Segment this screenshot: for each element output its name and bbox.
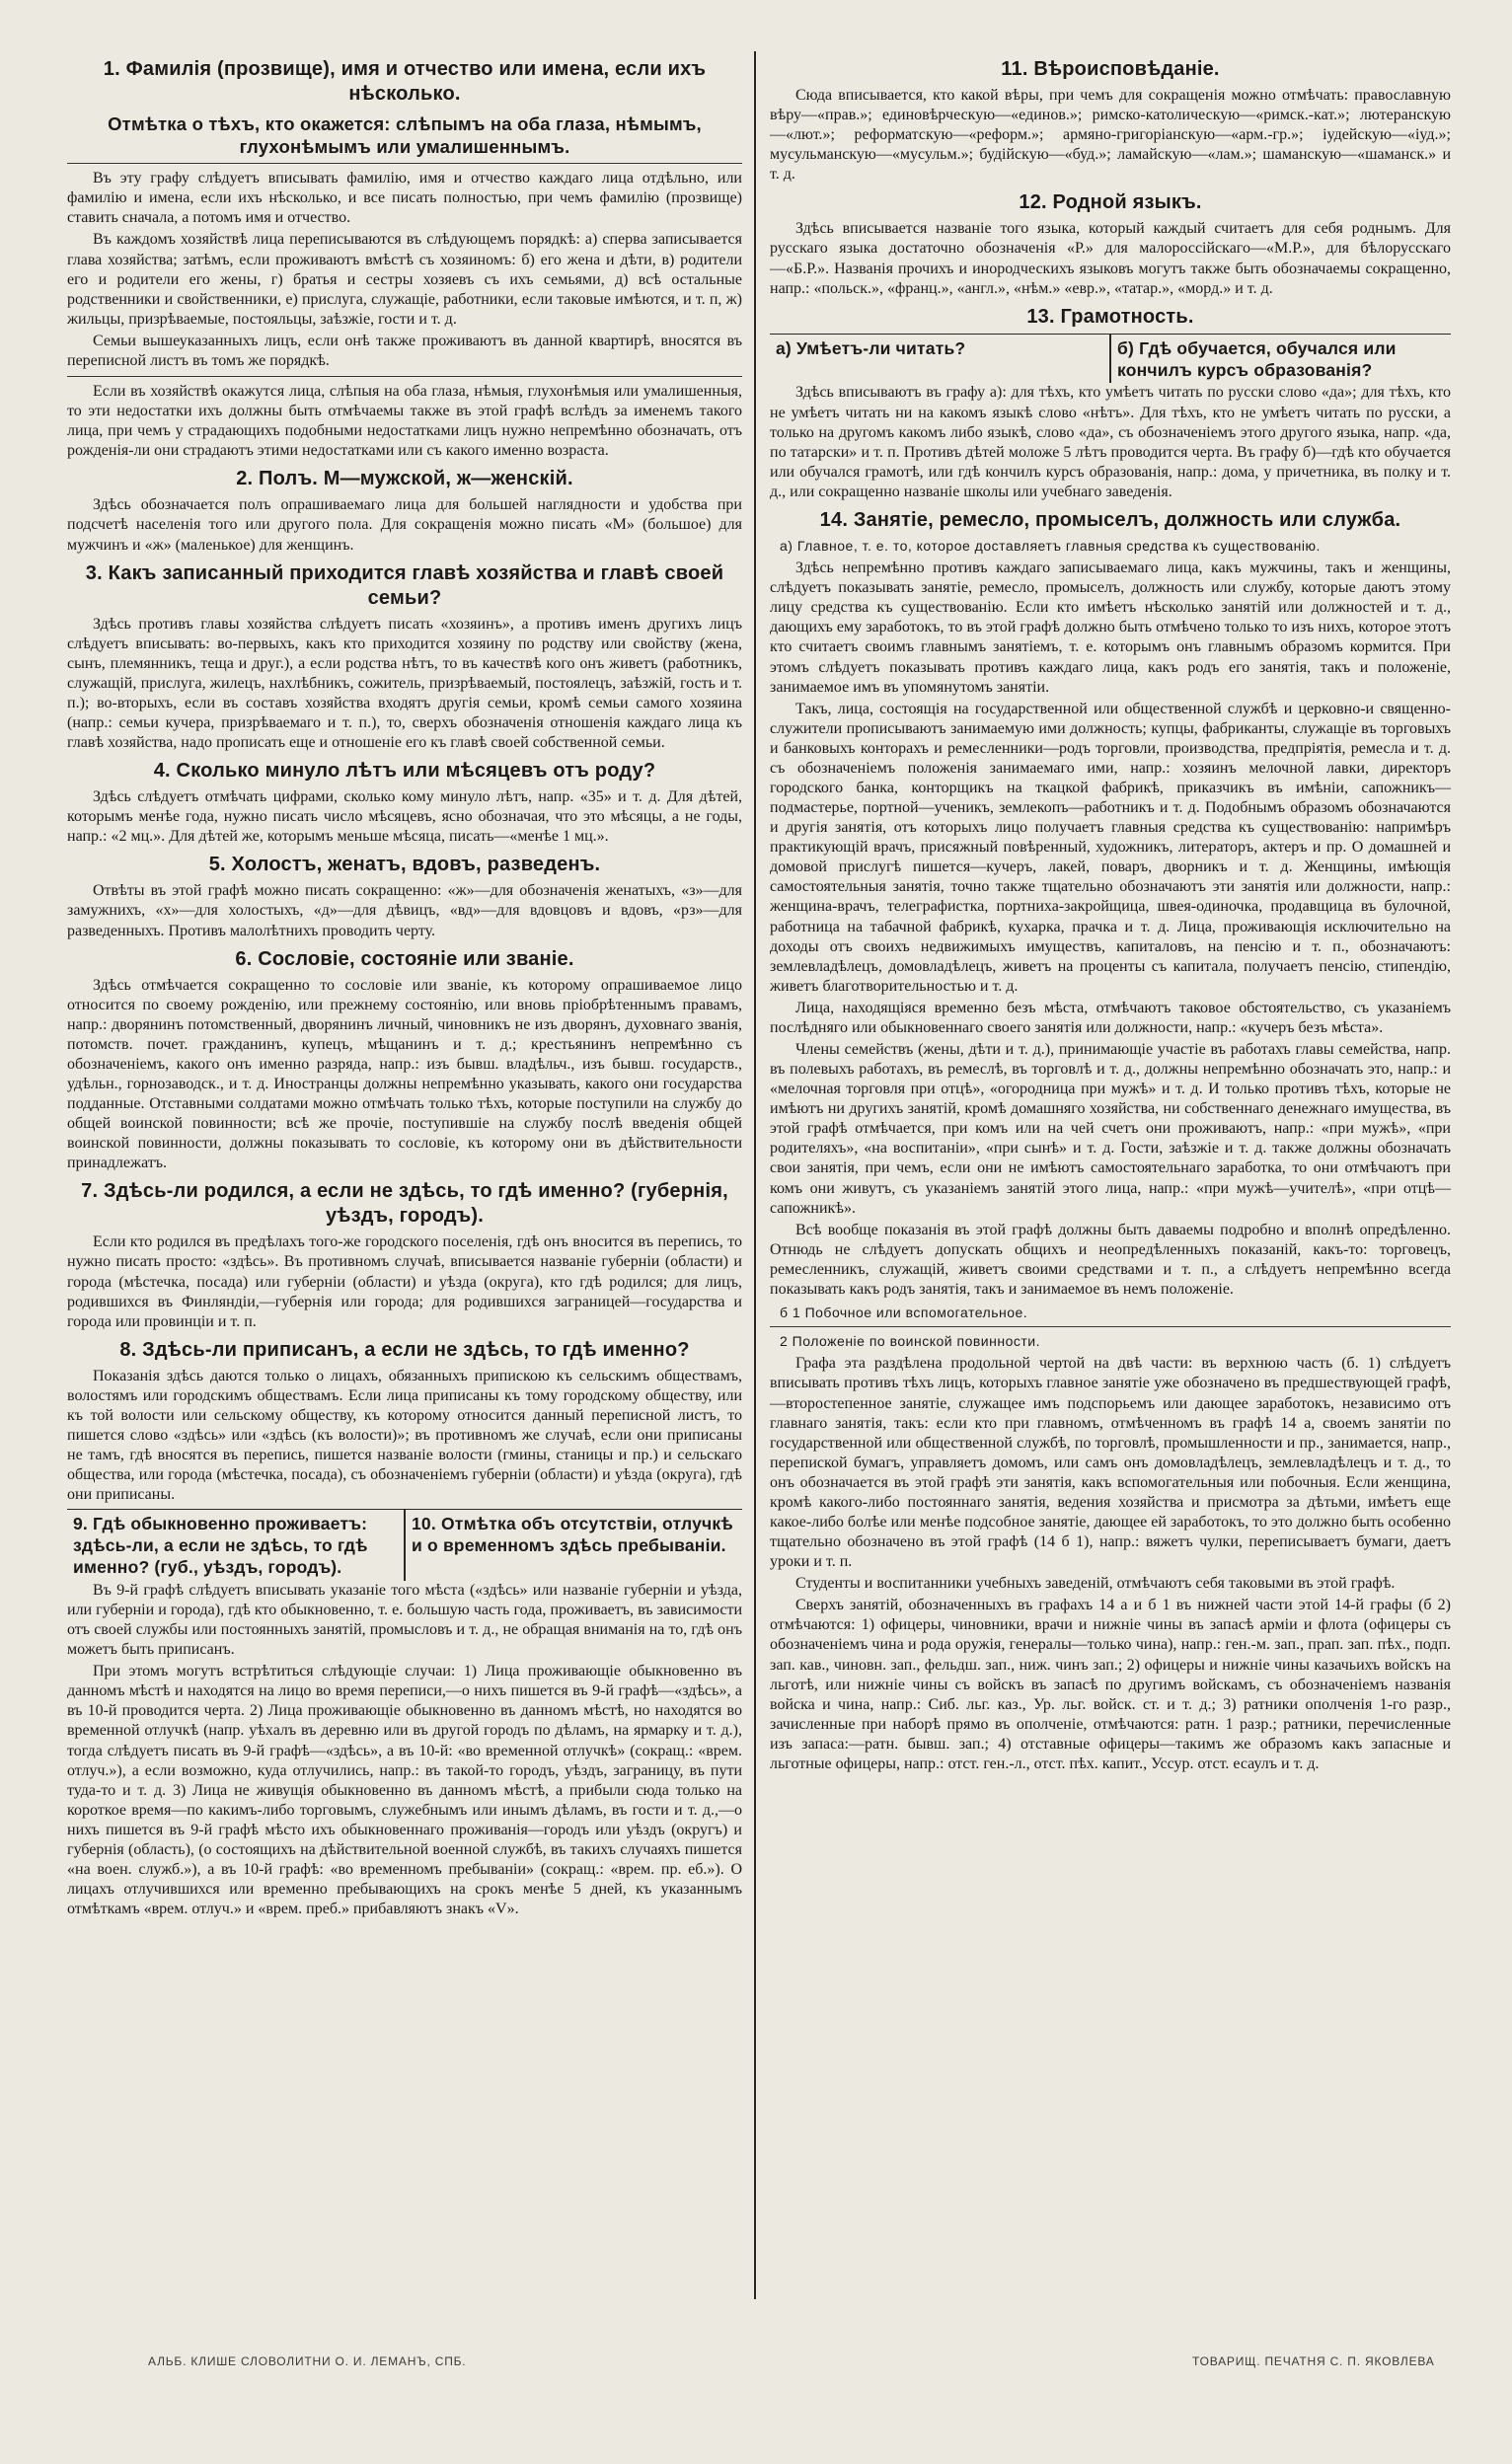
section-7-heading: 7. Здѣсь-ли родился, а если не здѣсь, то гдѣ именно? (губернія, уѣздъ, городъ). (81, 1180, 728, 1228)
split-cell-b (1109, 335, 1451, 384)
section-13 (770, 305, 1451, 502)
note-b1: б 1 Побочное или вспомогательное. (780, 1305, 1028, 1320)
section-6-paragraph: Здѣсь отмѣчается сокращенно то сословіе или званіе, къ которому опрашиваемое лицо относится по своему рожденію, или прежнему состоянію, или вновь пріобрѣтеннымъ правамъ, напр.: дворянинъ потомственный, дворянинъ личный, чиновникъ не изъ дворянъ, духовнаго званія, потомств. почет. гражданинъ, купецъ, мѣщанинъ и т. д.; крестьянинъ непремѣнно съ обозначеніемъ, какого онъ именно разряда, напр.: изъ бывш. владѣльч., изъ бывш. государств., удѣльн., горнозаводск., и т. д. Иностранцы должны непремѣнно указывать, какого они государства подданные. Отставными солдатами можно отмѣчать только тѣхъ, которые поступили на службу до общей воинской повинности; всѣ же прочіе, поступившіе на службу послѣ введенія общей воинской повинности, должны показывать то сословіе, къ которому они въ дѣйствительности принадлежатъ. (67, 976, 742, 1172)
section-14-paragraph: Сверхъ занятій, обозначенныхъ въ графахъ 14 а и б 1 въ нижней части этой 14-й графы (б 2) отмѣчаются: 1) офицеры, чиновники, врачи и нижніе чины въ запасѣ арміи и флота (офицеры съ обозначеніемъ чина и рода оружія, генералы—только чина), напр.: ген.-м. зап., прап. зап. пѣх., подп. зап. кав., чиновн. зап., фельдш. зап., ниж. чинъ зап.; 2) офицеры и нижніе чины казачьихъ войскъ на льготѣ, или нижніе чины съ войскъ въ запасѣ по другимъ войскамъ, съ обозначеніемъ названія войска и чина, напр.: Сиб. льг. каз., Ур. льг. войск. ст. и т. д.; 3) ратники ополченія 1-го разр., зачисленные при наборѣ прямо въ ополченіе, отмѣчаются: ратн. 1 разр.; ратники, перечисленные изъ запаса:—ратн. бывш. зап.; 4) отставные офицеры—такимъ же образомъ какъ запасные и льготные офицеры, напр.: отст. ген.-л., отст. пѣх. капит., Уссур. отст. есаулъ и т. д. (770, 1597, 1451, 1772)
section-11 (770, 57, 1451, 185)
section-6-heading: 6. Сословіе, состояніе или званіе. (235, 947, 574, 970)
section-4-paragraph: Здѣсь слѣдуетъ отмѣчать цифрами, сколько кому минуло лѣтъ, напр. «35» и т. д. Для дѣтей, которымъ менѣе года, нужно писать число мѣсяцевъ, ясно обозначая, что это мѣсяцы, а не годы, напр.: «2 мц.». Для дѣтей же, которымъ меньше мѣсяца, писать—«менѣе 1 мц.». (67, 788, 742, 846)
section-8-heading: 8. Здѣсь-ли приписанъ, а если не здѣсь, то гдѣ именно? (119, 1338, 690, 1361)
split-header (770, 334, 1451, 384)
section-6 (67, 947, 742, 1174)
section-4-heading: 4. Сколько минуло лѣтъ или мѣсяцевъ отъ роду? (153, 760, 656, 783)
right-column (770, 51, 1451, 1776)
section-3-paragraph: Здѣсь противъ главы хозяйства слѣдуетъ писать «хозяинъ», а противъ именъ другихъ лицъ слѣдуетъ вписывать: во-первыхъ, какъ кто приходится хозяину по родству или свойству (жена, сынъ, племянникъ, теща и друг.), а если родства нѣтъ, то въ качествѣ кого онъ живетъ (работникъ, служащій, прислуга, жилецъ, нахлѣбникъ, сожитель, призрѣваемый, постоялецъ, заѣзжій, гость и т. п.); во-вторыхъ, если въ составъ хозяйства входятъ другія семьи, кромѣ семьи самого хозяина (напр.: семьи кучера, призрѣваемаго и т. п.), то, сверхъ обозначенія отношенія каждаго лица къ главѣ хозяйства, надо прописать еще и отношеніе его къ главѣ своей собственной семьи. (67, 615, 742, 752)
section-14-paragraph: Всѣ вообще показанія въ этой графѣ должны быть даваемы подробно и вполнѣ опредѣленно. Отнюдь не слѣдуетъ допускать общихъ и неопредѣленныхъ показаній, какъ-то: торговецъ, ремесленникъ, служащій, живетъ своими средствами и т. п., а слѣдуетъ непремѣнно всегда показывать какъ родъ занятія, такъ и занимаемое въ немъ положеніе. (770, 1221, 1451, 1298)
section-14-paragraph: Графа эта раздѣлена продольной чертой на двѣ части: въ верхнюю часть (б. 1) слѣдуетъ вписывать противъ тѣхъ лицъ, которыхъ главное занятіе уже обозначено въ предшествующей графѣ,—второстепенное занятіе, служащее имъ подспорьемъ или дающее заработокъ, независимо отъ главнаго занятія, такъ: если кто при главномъ, отмѣченномъ въ графѣ 14 а, своемъ занятіи по государственной или общественной службѣ, по торговлѣ, промышленности и пр., занимается, напр., перепиской бумагъ, управляетъ домомъ, или самъ онъ домовладѣлецъ, землевладѣлецъ и т. д., то онъ обозначается въ этой графѣ эти занятія, какъ вспомогательныя или побочныя. Если женщина, кромѣ какого-либо постояннаго занятія, ведения хозяйства и присмотра за дѣтьми, имѣетъ еще какое-либо болѣе или менѣе подсобное занятіе, дающее ей заработокъ, то это должно быть особенно тщательно обозначено въ этой графѣ (14 б 1), напр.: вяжетъ чулки, переписываетъ бумаги, даетъ уроки и т. п. (770, 1355, 1451, 1571)
section-1-paragraph: Семьи вышеуказанныхъ лицъ, если онѣ также проживаютъ въ данной квартирѣ, вносятся въ переписной листъ въ томъ же порядкѣ. (67, 332, 742, 369)
section-9-heading: 9. Гдѣ обыкновенно проживаетъ: здѣсь-ли, а если не здѣсь, то гдѣ именно? (губ., уѣздъ, городъ). (73, 1514, 368, 1578)
column-b-heading: б) Гдѣ обучается, обучался или кончилъ курсъ образованія? (1117, 337, 1397, 380)
section-14-paragraph: Здѣсь непремѣнно противъ каждаго записываемаго лица, какъ мужчины, такъ и женщины, слѣдуетъ показывать занятіе, ремесло, промыселъ, должность или службу, которые даютъ этому лицу средства къ существованію. Если кто имѣетъ нѣсколько занятій или должностей и т. д., дающихъ ему заработокъ, то въ этой графѣ должно быть отмѣчено только то изъ нихъ, которое этотъ кто считаетъ своимъ главнымъ занятіемъ, т. е. которымъ онъ главнымъ образомъ кормится. При этомъ слѣдуетъ показывать противъ каждаго лица, какъ родъ его занятія, такъ и положеніе, занимаемое имъ въ упомянутомъ занятіи. (770, 560, 1451, 696)
section-11-paragraph: Сюда вписывается, кто какой вѣры, при чемъ для сокращенія можно отмѣчать: православную вѣру—«прав.»; единовѣрческую—«единов.»; римско-католическую—«римск.-кат.»; лютеранскую—«лют.»; реформатскую—«реформ.»; армяно-григоріанскую—«арм.-гр.»; іудейскую—«іуд.»; мусульманскую—«мусульм.»; будійскую—«буд.»; ламайскую—«лам.»; шаманскую—«шаманск.» и т. д. (770, 87, 1451, 184)
section-1-paragraph: Если въ хозяйствѣ окажутся лица, слѣпыя на оба глаза, нѣмыя, глухонѣмыя или умалишенныя, то эти недостатки ихъ должны быть отмѣчаемы также въ этой графѣ вслѣдъ за именемъ такого лица, при чемъ у страдающихъ подобными недостатками лицъ нужно непремѣнно обозначать, отъ рожденія-ли они страдаютъ этими недостатками или съ какого именно возраста. (67, 383, 742, 460)
section-1-heading: 1. Фамилія (прозвище), имя и отчество или имена, если ихъ нѣсколько. (103, 58, 707, 105)
section-11-heading: 11. Вѣроисповѣданіе. (1001, 58, 1220, 80)
split-header (67, 1509, 742, 1581)
section-10-heading: 10. Отмѣтка объ отсутствіи, отлучкѣ и о временномъ здѣсь пребываніи. (412, 1514, 733, 1556)
section-14-paragraph: Лица, находящіяся временно безъ мѣста, отмѣчаютъ таковое обстоятельство, съ указаніемъ послѣдняго или обыкновеннаго своего занятія или должности, напр.: «кучеръ безъ мѣста». (770, 999, 1451, 1036)
split-cell-10 (404, 1510, 742, 1581)
section-4 (67, 759, 742, 847)
section-7-paragraph: Если кто родился въ предѣлахъ того-же городского поселенія, гдѣ онъ вносится въ перепись, то нужно писать просто: «здѣсь». Въ противномъ случаѣ, вписывается названіе губерніи (области) и города (мѣстечка, посада) или губерніи (области) и уѣзда (округа), кто гдѣ родился; для лицъ, родившихся въ Финляндіи,—губернія или города; для родившихся заграницей—государства и города или провинціи и т. п. (67, 1233, 742, 1330)
column-a-heading: а) Умѣетъ-ли читать? (776, 337, 966, 358)
divider (67, 163, 742, 164)
section-14-subheading: а) Главное, т. е. то, которое доставляетъ главныя средства къ существованію. (780, 537, 1321, 554)
section-12-heading: 12. Родной языкъ. (1019, 191, 1202, 214)
section-1-paragraph: Въ каждомъ хозяйствѣ лица переписываются въ слѣдующемъ порядкѣ: а) сперва записывается глава хозяйства; затѣмъ, если проживаютъ вмѣстѣ съ хозяиномъ: б) его жена и дѣти, в) родители его и родители его жены, г) братья и сестры хозяевъ съ ихъ семьями, д) всѣ остальные родственники и свойственники, е) прислуга, служащіе, работники, если таковые имѣются, и т. п, ж) жильцы, призрѣваемые, постояльцы, заѣзжіе, гости и т. д. (67, 231, 742, 328)
section-14-paragraph: Студенты и воспитанники учебныхъ заведеній, отмѣчаютъ себя таковыми въ этой графѣ. (795, 1575, 1396, 1593)
section-3 (67, 561, 742, 754)
printer-credit-left: АЛЬБ. КЛИШЕ СЛОВОЛИТНИ О. И. ЛЕМАНЪ, СПБ. (148, 2354, 467, 2368)
section-9-paragraph: При этомъ могутъ встрѣтиться слѣдующіе случаи: 1) Лица проживающіе обыкновенно въ данномъ мѣстѣ и находятся на лицо во время переписи,—о нихъ пишется въ 9-й графѣ—«здѣсь», а въ 10-й проводится черта. 2) Лица проживающіе обыкновенно въ данномъ мѣстѣ, но находятся во временной отлучкѣ (напр. уѣхалъ въ деревню или въ другой городъ по дѣламъ, на ярмарку и т. д.), тогда слѣдуетъ писать въ 9-й графѣ—«здѣсь», а въ 10-й: «во временной отлучкѣ» (сокращ.: «врем. отлуч.»), а если возможно, куда отлучились, напр.: въ такой-то городъ, уѣздъ, заграницу, въ пути туда-то и т. д. 3) Лица не живущія обыкновенно въ данномъ мѣстѣ, а прибыли сюда только на короткое время—по какимъ-либо торговымъ, служебнымъ или инымъ дѣламъ, въ гости и т. д.,—о нихъ пишется въ 9-й графѣ мѣсто ихъ обыкновеннаго проживанія—городъ или уѣздъ (округъ) и губернія (область), (о состоящихъ на дѣйствительной военной службѣ, въ такихъ случаяхъ пишется «на воен. служб.»), а въ 10-й графѣ: «во временномъ пребываніи» (сокращ.: «врем. пр. еб.»). О лицахъ отлучившихся или временно пребывающихъ на срокъ менѣе 5 дней, къ указаннымъ отмѣткамъ «врем. отлуч.» и «врем. преб.» прибавляютъ знакъ «V». (67, 1663, 742, 1918)
section-12-paragraph: Здѣсь вписывается названіе того языка, который каждый считаетъ для себя роднымъ. Для русскаго языка достаточно обозначенія «Р.» для малороссійскаго—«М.Р.», для бѣлорусскаго—«Б.Р.». Названія прочихъ и инородческихъ языковъ могутъ также быть обозначаемы сокращенно, напр.: «польск.», «франц.», «англ.», «нѣм.» «евр.», «татар.», «морд.» и т. д. (770, 220, 1451, 297)
section-2-heading: 2. Полъ. М—мужской, ж—женскій. (236, 468, 573, 490)
divider (770, 1326, 1451, 1327)
section-1-subheading: Отмѣтка о тѣхъ, кто окажется: слѣпымъ на оба глаза, нѣмымъ, глухонѣмымъ или умалишеннымъ. (108, 113, 702, 158)
printer-credit-right: ТОВАРИЩ. ПЕЧАТНЯ С. П. ЯКОВЛЕВА (1192, 2354, 1435, 2368)
split-cell-9 (67, 1510, 404, 1581)
section-9-10 (67, 1509, 742, 1919)
note-b2: 2 Положеніе по воинской повинности. (780, 1333, 1040, 1350)
section-14-heading: 14. Занятіе, ремесло, промыселъ, должность или служба. (819, 508, 1401, 531)
section-12 (770, 190, 1451, 298)
section-8 (67, 1338, 742, 1506)
section-5 (67, 853, 742, 940)
section-2 (67, 467, 742, 555)
section-14-paragraph: Такъ, лица, состоящія на государственной или общественной службѣ и церковно-и священно-служители прописываютъ занимаемую ими должность; купцы, фабриканты, служащіе въ торговыхъ и банковыхъ конторахъ и ремесленники—родъ торговли, производства, предпріятія, ремесла и т. д. съ обозначеніемъ положенія занимаемаго ими, напр.: хозяинъ мелочной лавки, директоръ городского банка, конторщикъ на ткацкой фабрикѣ, приказчикъ въ имѣніи, сапожникъ—подмастерье, портной—ученикъ, землекопъ—работникъ и т. д. Подобнымъ образомъ обозначаются и другія занятія, отъ которыхъ лицо получаетъ главныя средства къ существованію: напримѣръ практикующій врачъ, присяжный повѣренный, художникъ, литераторъ, актеръ и пр. О домашней и домовой прислугѣ пишется—кучеръ, лакей, поваръ, дворникъ и т. д. Женщины, имѣющія самостоятельныя занятія, точно также тщательно обозначаютъ эти занятія или должности, напр.: женщина-врачъ, телеграфистка, портниха-закройщица, швея-одиночка, продавщица въ булочной, работница на табачной фабрикѣ, кухарка, прачка и т. д. Лица, проживающія исключительно на доходы отъ своихъ недвижимыхъ имуществъ, капиталовъ, на пенсію и т. п., обозначаютъ: землевладѣлецъ, домовладѣлецъ, живетъ на проценты съ капитала, получаетъ пенсію, стипендію, живетъ благотворительностью и т. д. (770, 700, 1451, 995)
section-14 (770, 508, 1451, 1774)
section-9-paragraph: Въ 9-й графѣ слѣдуетъ вписывать указаніе того мѣста («здѣсь» или названіе губерніи и уѣзда, или губерніи и города), гдѣ кто обыкновенно, т. е. большую часть года, проживаетъ, въ зависимости отъ своей службы или постоянныхъ занятій, промысловъ и т. д., не обращая вниманія на то, гдѣ онъ можетъ быть приписанъ. (67, 1581, 742, 1659)
section-13-paragraph: Здѣсь вписываютъ въ графу а): для тѣхъ, кто умѣетъ читать по русски слово «да»; для тѣхъ, кто не умѣетъ читать ни на какомъ языкѣ слово «нѣтъ». Для тѣхъ, кто не умѣетъ читать по русски, а только на другомъ какомъ либо языкѣ, слово «да», съ обозначеніемъ этого другого языка, напр. «да, по татарски» и т. п. Противъ дѣтей моложе 5 лѣтъ проводится черта. Въ графу б)—гдѣ кто обучается или обучался грамотѣ, или гдѣ кончилъ курсъ образованія, напр.: дома, у причетника, въ полку и т. д., или сокращенно названіе школы или учебнаго заведенія. (770, 384, 1451, 500)
section-5-heading: 5. Холостъ, женатъ, вдовъ, разведенъ. (208, 854, 601, 876)
section-1-paragraph: Въ эту графу слѣдуетъ вписывать фамилію, имя и отчество каждаго лица отдѣльно, или фамилію и имена, если ихъ нѣсколько, и все писать полностью, при чемъ фамилію (прозвище) ставить сначала, а потомъ имя и отчество. (67, 170, 742, 227)
section-5-paragraph: Отвѣты въ этой графѣ можно писать сокращенно: «ж»—для обозначенія женатыхъ, «з»—для замужнихъ, «х»—для холостыхъ, «д»—для дѣвицъ, «вд»—для вдовцовъ и вдовъ, «рз»—для разведенныхъ. Противъ малолѣтнихъ проводить черту. (67, 882, 742, 939)
section-2-paragraph: Здѣсь обозначается полъ опрашиваемаго лица для большей наглядности и удобства при подсчетѣ населенія того или другого пола. Для сокращенія можно писать «М» (большое) для мужчинъ и «ж» (маленькое) для женщинъ. (67, 496, 742, 554)
section-14-paragraph: Члены семействъ (жены, дѣти и т. д.), принимающіе участіе въ работахъ главы семейства, напр. въ полевыхъ работахъ, въ ремеслѣ, въ торговлѣ и т. д., должны непремѣнно обозначать это, напр.: и «мелочная торговля при отцѣ», «огородница при мужѣ» и т. д. И только противъ тѣхъ, которые не имѣютъ ни другихъ занятій, кромѣ домашняго хозяйства, ни собственнаго денежнаго имущества, въ этой графѣ отмѣчается, при комъ или на чей счетъ они проживаютъ, напр.: «при мужѣ», «при родителяхъ», «на воспитаніи», «при сынѣ» и т. д. Гости, заѣзжіе и т. д. также должны обозначать свои занятія, при чемъ, если они не имѣютъ самостоятельнаго заработка, то они отмѣчаютъ при комъ они живутъ, съ указаніемъ занятій этого лица, напр.: «при мужѣ—учителѣ», «при отцѣ—сапожникѣ». (770, 1040, 1451, 1217)
section-8-paragraph: Показанія здѣсь даются только о лицахъ, обязанныхъ припискою къ сельскимъ обществамъ, волостямъ или городскимъ обществамъ. Если лица приписаны къ тому городскому обществу, или къ той волости или сельскому обществу, къ которому относится данный переписной листъ, то пишется слово «здѣсь» или «здѣсь (къ волости)»; въ противномъ же случаѣ, если они приписаны не тамъ, гдѣ вносятся въ перепись, пишется названіе волости (гмины, станицы и пр.) и сельскаго общества, или города (мѣстечка, посада), съ обозначеніемъ губерніи (области) и уѣзда (округа), гдѣ они приписаны. (67, 1367, 742, 1504)
divider (67, 376, 742, 377)
section-7 (67, 1179, 742, 1331)
split-cell-a (770, 335, 1109, 384)
left-column (67, 51, 742, 1921)
column-divider (754, 51, 756, 2299)
section-1 (67, 57, 742, 461)
section-3-heading: 3. Какъ записанный приходится главѣ хозяйства и главѣ своей семьи? (85, 561, 724, 609)
section-13-heading: 13. Грамотность. (1026, 305, 1194, 328)
